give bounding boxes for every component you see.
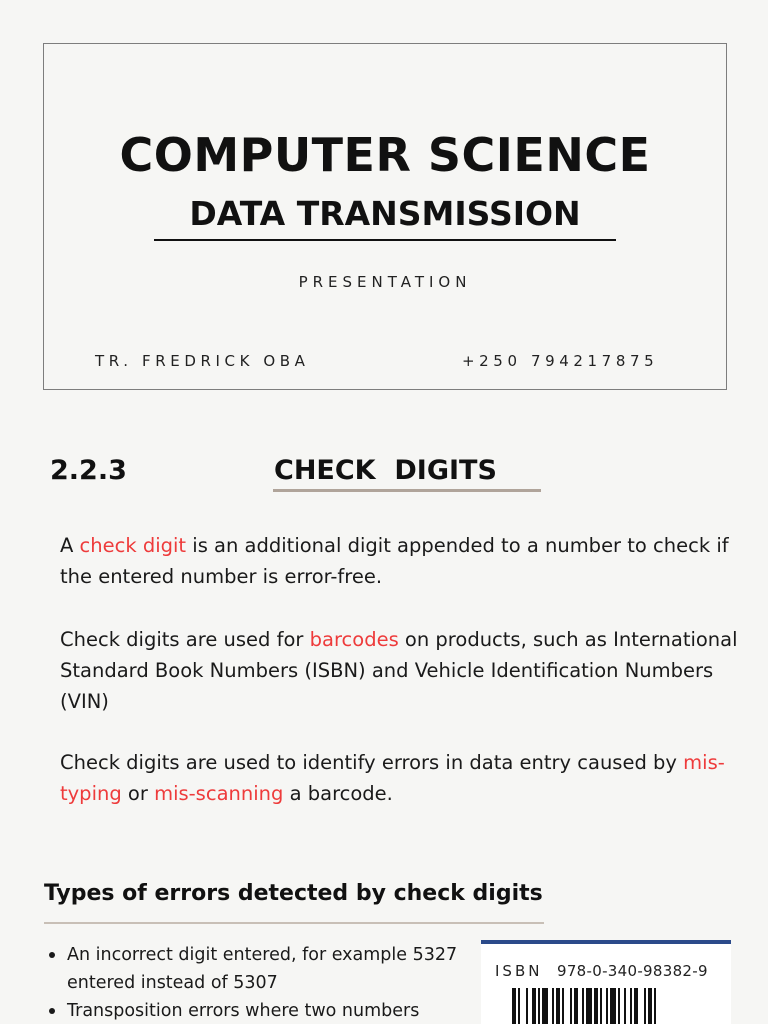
isbn-number: 978-0-340-98382-9 bbox=[557, 962, 708, 980]
error-types-list bbox=[45, 941, 470, 1024]
list-item: Transposition errors where two numbers bbox=[45, 997, 470, 1024]
author-phone: +250 794217875 bbox=[462, 352, 659, 370]
section-number: 2.2.3 bbox=[50, 455, 127, 486]
section-title-underline bbox=[273, 489, 541, 492]
paragraph-text: Check digits are used for bbox=[60, 628, 310, 651]
highlighted-term: check digit bbox=[79, 534, 187, 557]
types-heading: Types of errors detected by check digits bbox=[44, 881, 543, 906]
highlighted-term: mis-scanning bbox=[154, 782, 284, 805]
isbn-label: ISBN bbox=[495, 962, 543, 980]
isbn-barcode bbox=[481, 940, 731, 1024]
types-heading-underline bbox=[44, 922, 544, 924]
subtitle: DATA TRANSMISSION bbox=[189, 194, 581, 233]
highlighted-term: mis-typing bbox=[60, 751, 725, 805]
paragraph-uses bbox=[60, 624, 740, 717]
main-title: COMPUTER SCIENCE bbox=[119, 128, 651, 182]
paragraph-definition bbox=[60, 530, 740, 592]
paragraph-text: a barcode. bbox=[283, 782, 393, 805]
list-item: An incorrect digit entered, for example 5327 entered instead of 5307 bbox=[45, 941, 470, 997]
highlighted-term: barcodes bbox=[309, 628, 399, 651]
paragraph-errors bbox=[60, 747, 740, 809]
paragraph-text: is an additional digit appended to a number to check if the entered number is error-free. bbox=[60, 534, 729, 588]
paragraph-text: or bbox=[121, 782, 155, 805]
presentation-label: PRESENTATION bbox=[298, 273, 472, 291]
barcode-bars-icon bbox=[512, 988, 702, 1024]
section-title: CHECK DIGITS bbox=[274, 455, 497, 486]
paragraph-text: Check digits are used to identify errors in data entry caused by bbox=[60, 751, 684, 774]
paragraph-text: on products, such as International Standard Book Numbers (ISBN) and Vehicle Identification Numbers (VIN) bbox=[60, 628, 738, 713]
paragraph-text: A bbox=[60, 534, 80, 557]
author-name: TR. FREDRICK OBA bbox=[95, 352, 310, 370]
subtitle-underline bbox=[154, 239, 616, 241]
title-card bbox=[43, 43, 727, 390]
